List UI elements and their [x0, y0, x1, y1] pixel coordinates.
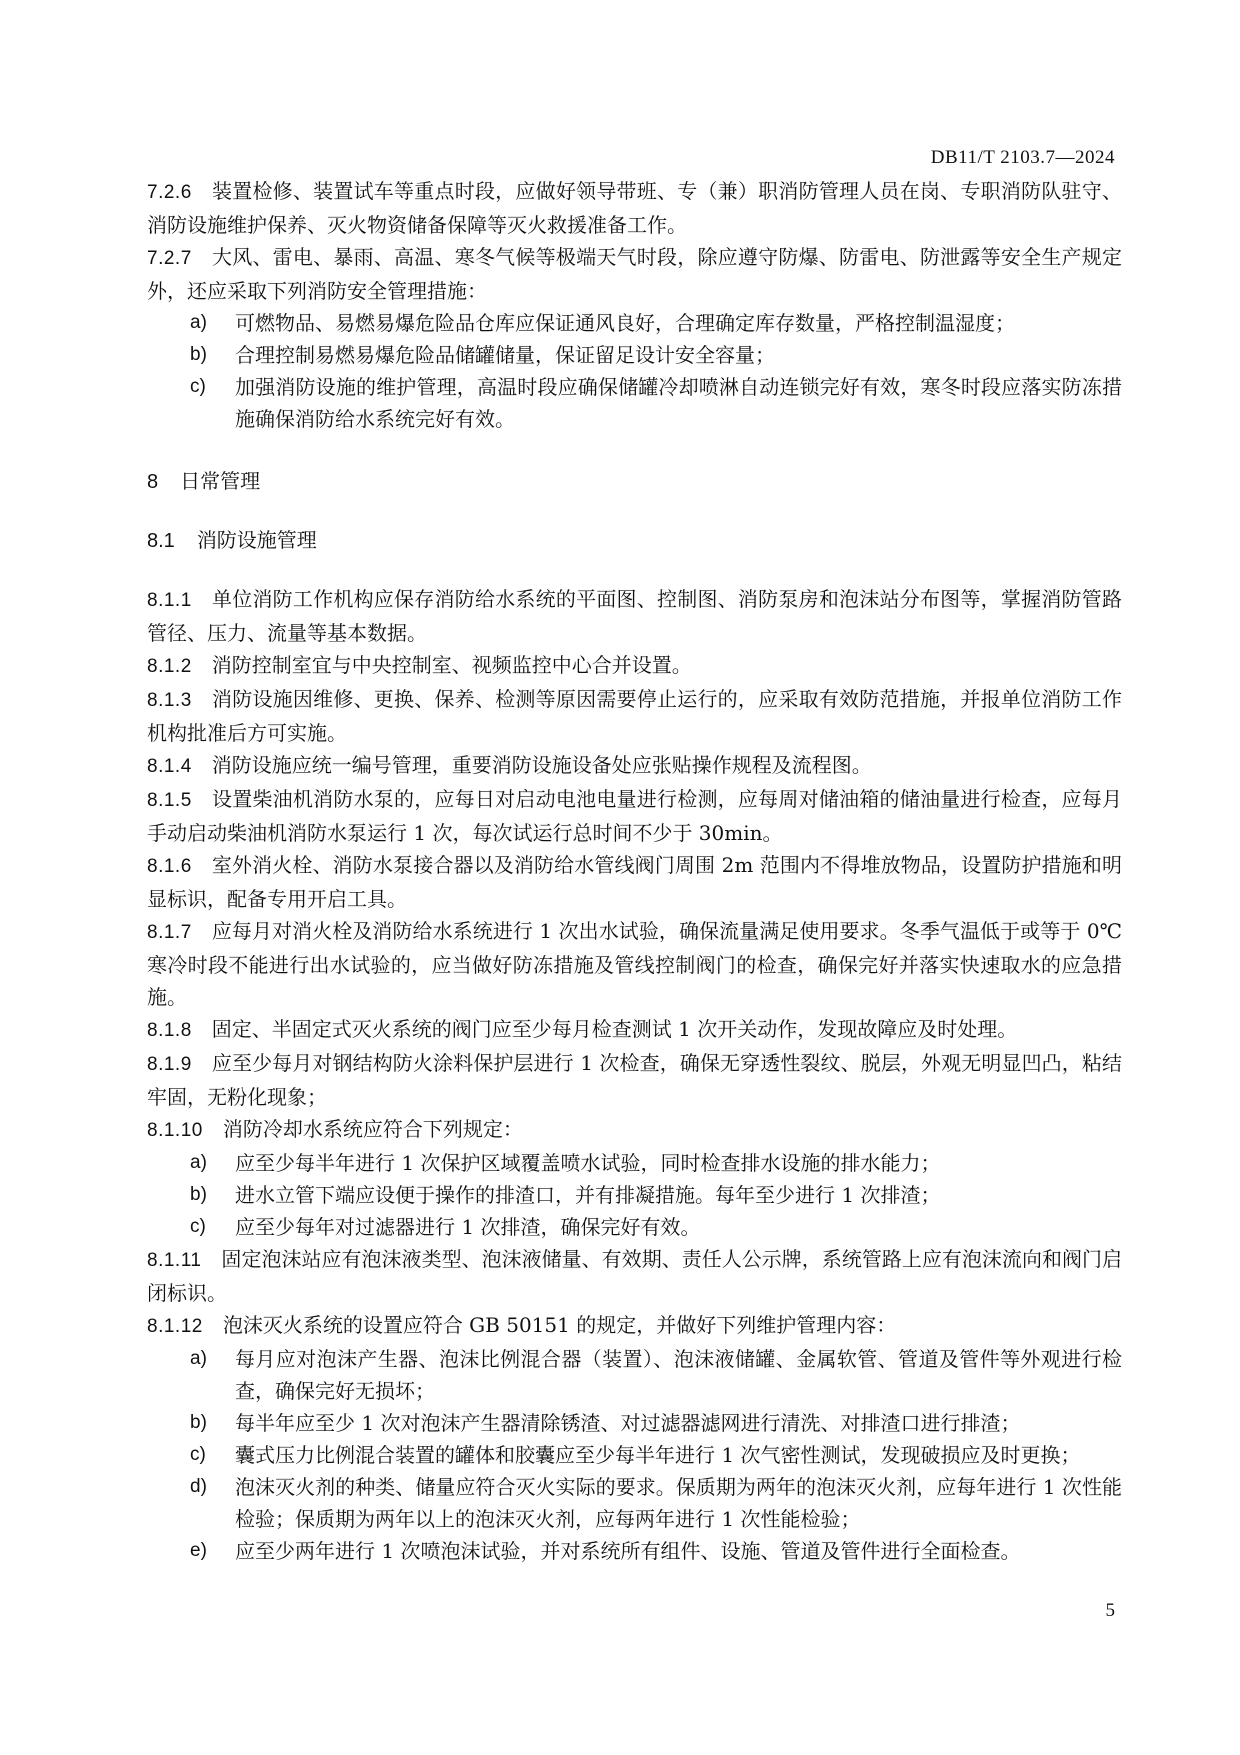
clause-text: 固定泡沫站应有泡沫液类型、泡沫液储量、有效期、责任人公示牌，系统管路上应有泡沫流向和阀门启闭标识。	[147, 1247, 1122, 1305]
section-title: 消防设施管理	[196, 528, 317, 552]
clause-text: 消防冷却水系统应符合下列规定：	[222, 1117, 523, 1141]
clause-text: 应至少每月对钢结构防火涂料保护层进行 1 次检查，确保无穿透性裂纹、脱层，外观无明显凹凸，粘结牢固，无粉化现象；	[147, 1051, 1122, 1109]
list-item-text: 应至少每年对过滤器进行 1 次排渣，确保完好有效。	[235, 1215, 701, 1239]
list-item	[147, 1343, 1122, 1407]
section-title: 日常管理	[180, 469, 261, 493]
clause-number: 8.1.8	[147, 1020, 192, 1041]
clause-8-1-11	[147, 1243, 1122, 1309]
list-item-text: 进水立管下端应设便于操作的排渣口，并有排凝措施。每年至少进行 1 次排渣；	[235, 1183, 941, 1207]
clause-number: 8.1.4	[147, 756, 192, 777]
document-id: DB11/T 2103.7—2024	[930, 147, 1115, 168]
list-marker: c)	[190, 1444, 206, 1465]
list-item-text: 每月应对泡沫产生器、泡沫比例混合器（装置）、泡沫液储罐、金属软管、管道及管件等外观进行检查，确保完好无损坏；	[235, 1347, 1122, 1403]
list-item-text: 加强消防设施的维护管理，高温时段应确保储罐冷却喷淋自动连锁完好有效，寒冬时段应落实防冻措施确保消防给水系统完好有效。	[235, 375, 1122, 431]
clause-8-1-1	[147, 583, 1122, 649]
clause-number: 8.1.2	[147, 656, 192, 677]
clause-number: 8.1.9	[147, 1054, 192, 1075]
clause-7-2-6	[147, 175, 1122, 241]
clause-text: 消防控制室宜与中央控制室、视频监控中心合并设置。	[211, 653, 692, 677]
page-number: 5	[1105, 1600, 1115, 1621]
list-item-text: 每半年应至少 1 次对泡沫产生器清除锈渣、对过滤器滤网进行清洗、对排渣口进行排渣；	[235, 1411, 1021, 1435]
list-item-text: 泡沫灭火剂的种类、储量应符合灭火实际的要求。保质期为两年的泡沫灭火剂，应每年进行 1 次性能检验；保质期为两年以上的泡沫灭火剂，应每两年进行 1 次性能检验；	[235, 1475, 1122, 1531]
clause-8-1-12	[147, 1309, 1122, 1343]
clause-number: 8.1.10	[147, 1120, 203, 1141]
clause-8-1-6	[147, 849, 1122, 915]
clause-text: 装置检修、装置试车等重点时段，应做好领导带班、专（兼）职消防管理人员在岗、专职消防队驻守、消防设施维护保养、灭火物资储备保障等灭火救援准备工作。	[147, 179, 1122, 237]
list-marker: e)	[190, 1540, 207, 1561]
clause-number: 8.1.11	[147, 1250, 202, 1271]
list-item-text: 应至少两年进行 1 次喷泡沫试验，并对系统所有组件、设施、管道及管件进行全面检查。	[235, 1539, 1021, 1563]
list-marker: a)	[190, 1348, 207, 1369]
section-heading-8-1	[147, 524, 1122, 557]
clause-8-1-8	[147, 1013, 1122, 1047]
list-item	[147, 371, 1122, 435]
list-marker: c)	[190, 376, 206, 397]
section-number: 8	[147, 471, 159, 493]
clause-8-1-7	[147, 915, 1122, 1013]
list-marker: b)	[190, 1412, 207, 1433]
clause-8-1-5	[147, 783, 1122, 849]
list-item	[147, 1179, 1122, 1211]
list-item	[147, 1439, 1122, 1471]
list-marker: c)	[190, 1216, 206, 1237]
clause-text: 固定、半固定式灭火系统的阀门应至少每月检查测试 1 次开关动作，发现故障应及时处理。	[211, 1017, 1018, 1041]
list-marker: a)	[190, 1152, 207, 1173]
list-marker: b)	[190, 344, 207, 365]
clause-8-1-3	[147, 683, 1122, 749]
clause-text: 消防设施因维修、更换、保养、检测等原因需要停止运行的，应采取有效防范措施，并报单位消防工作机构批准后方可实施。	[147, 687, 1122, 745]
clause-7-2-7	[147, 241, 1122, 307]
list-item-text: 合理控制易燃易爆危险品储罐储量，保证留足设计安全容量；	[235, 343, 775, 367]
clause-text: 设置柴油机消防水泵的，应每日对启动电池电量进行检测，应每周对储油箱的储油量进行检查，应每月手动启动柴油机消防水泵运行 1 次，每次试运行总时间不少于 30min。	[147, 787, 1122, 845]
section-heading-8	[147, 465, 1122, 498]
clause-8-1-2	[147, 649, 1122, 683]
page-body	[147, 175, 1122, 1567]
list-item	[147, 1211, 1122, 1243]
list-item	[147, 307, 1122, 339]
list-marker: a)	[190, 312, 207, 333]
clause-number: 8.1.7	[147, 922, 192, 943]
section-number: 8.1	[147, 530, 175, 552]
list-item-text: 可燃物品、易燃易爆危险品仓库应保证通风良好，合理确定库存数量，严格控制温湿度；	[235, 311, 1015, 335]
clause-number: 8.1.5	[147, 790, 192, 811]
clause-text: 单位消防工作机构应保存消防给水系统的平面图、控制图、消防泵房和泡沫站分布图等，掌握消防管路管径、压力、流量等基本数据。	[147, 587, 1122, 645]
clause-text: 应每月对消火栓及消防给水系统进行 1 次出水试验，确保流量满足使用要求。冬季气温低于或等于 0℃寒冷时段不能进行出水试验的，应当做好防冻措施及管线控制阀门的检查，确保完好并落实快速取水的应急措施。	[147, 919, 1122, 1009]
clause-text: 大风、雷电、暴雨、高温、寒冬气候等极端天气时段，除应遵守防爆、防雷电、防泄露等安全生产规定外，还应采取下列消防安全管理措施：	[147, 245, 1122, 303]
list-marker: d)	[190, 1476, 207, 1497]
clause-number: 7.2.6	[147, 182, 192, 203]
list-item	[147, 339, 1122, 371]
clause-8-1-9	[147, 1047, 1122, 1113]
list-item-text: 应至少每半年进行 1 次保护区域覆盖喷水试验，同时检查排水设施的排水能力；	[235, 1151, 941, 1175]
clause-number: 8.1.6	[147, 856, 192, 877]
clause-8-1-10	[147, 1113, 1122, 1147]
list-marker: b)	[190, 1184, 207, 1205]
clause-number: 8.1.1	[147, 590, 192, 611]
clause-text: 消防设施应统一编号管理，重要消防设施设备处应张贴操作规程及流程图。	[211, 753, 872, 777]
list-item	[147, 1535, 1122, 1567]
clause-number: 8.1.3	[147, 690, 192, 711]
list-item	[147, 1471, 1122, 1535]
clause-number: 8.1.12	[147, 1316, 203, 1337]
list-item-text: 囊式压力比例混合装置的罐体和胶囊应至少每半年进行 1 次气密性测试，发现破损应及时更换；	[235, 1443, 1081, 1467]
clause-text: 泡沫灭火系统的设置应符合 GB 50151 的规定，并做好下列维护管理内容：	[222, 1313, 897, 1337]
clause-text: 室外消火栓、消防水泵接合器以及消防给水管线阀门周围 2m 范围内不得堆放物品，设置防护措施和明显标识，配备专用开启工具。	[147, 853, 1122, 911]
clause-8-1-4	[147, 749, 1122, 783]
clause-number: 7.2.7	[147, 248, 192, 269]
list-item	[147, 1407, 1122, 1439]
list-item	[147, 1147, 1122, 1179]
